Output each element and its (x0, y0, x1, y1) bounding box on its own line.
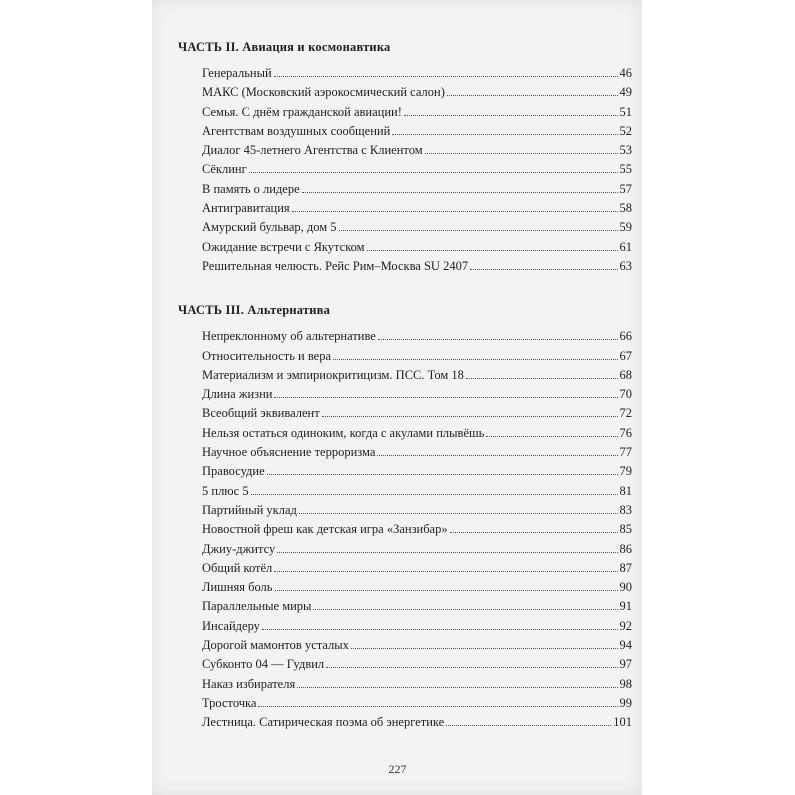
section-heading: ЧАСТЬ III. Альтернатива (178, 303, 331, 318)
toc-entry-page: 59 (619, 220, 632, 235)
toc-entry-title: Параллельные миры (202, 599, 312, 614)
toc-entry-title: Ожидание встречи с Якутском (202, 239, 365, 254)
toc-entry[interactable] (178, 238, 638, 257)
toc-entry[interactable] (178, 160, 638, 179)
toc-entry[interactable] (178, 404, 638, 423)
toc-entry-page: 70 (619, 387, 632, 402)
toc-entry-page: 68 (619, 367, 632, 382)
toc-entry-title: Диалог 45-летнего Агентства с Клиентом (202, 143, 423, 158)
toc-entry-page: 92 (619, 618, 632, 633)
toc-entry-page: 72 (619, 406, 632, 421)
toc-entry[interactable] (178, 122, 638, 141)
toc-entry-title: Тросточка (202, 695, 257, 710)
toc-entry[interactable] (178, 462, 638, 481)
dot-leader (326, 667, 617, 668)
toc-entry-title: Инсайдеру (202, 618, 260, 633)
toc-entry-title: Генеральный (202, 66, 272, 80)
toc-entry[interactable] (178, 713, 638, 732)
toc-entry-title: МАКС (Московский аэрокосмический салон) (202, 85, 445, 100)
toc-entry[interactable] (178, 559, 638, 578)
toc-section-part-3 (178, 300, 638, 732)
toc-entry-title: Сёклинг (202, 162, 247, 177)
toc-entry-title: Длина жизни (202, 387, 273, 402)
toc-entry[interactable] (178, 655, 638, 674)
toc-entry[interactable] (178, 694, 638, 713)
dot-leader (267, 474, 618, 475)
toc-entry-title: Нельзя остаться одиноким, когда с акулами плывёшь (202, 425, 485, 440)
toc-entry-title: 5 плюс 5 (202, 483, 249, 498)
dot-leader (378, 339, 618, 340)
toc-entry-page: 97 (619, 657, 632, 672)
toc-entry-title: Материализм и эмпириокритицизм. ПСС. Том 18 (202, 367, 464, 382)
toc-entry-title: Лишняя боль (202, 580, 273, 595)
toc-entry-title: Правосудие (202, 464, 265, 479)
page-number: 227 (388, 762, 407, 776)
toc-entry-title: Семья. С днём гражданской авиации! (202, 104, 402, 119)
dot-leader (302, 192, 618, 193)
toc-entry-page: 57 (619, 181, 632, 196)
toc-entry[interactable] (178, 218, 638, 237)
toc-entry-title: Антигравитация (202, 201, 290, 216)
toc-entry-page: 46 (619, 66, 632, 80)
toc-entry-page: 86 (619, 541, 632, 556)
toc-entry[interactable] (178, 257, 638, 276)
dot-leader (470, 269, 617, 270)
toc-entry-page: 49 (619, 85, 632, 100)
toc-entry-list (178, 64, 638, 276)
toc-entry-title: Агентствам воздушных сообщений (202, 123, 391, 138)
toc-entry-page: 99 (619, 695, 632, 710)
toc-entry[interactable] (178, 501, 638, 520)
toc-entry-title: Субконто 04 — Гудвил (202, 657, 325, 672)
toc-entry[interactable] (178, 540, 638, 559)
dot-leader (251, 494, 618, 495)
toc-entry-title: Партийный уклад (202, 502, 297, 517)
dot-leader (262, 629, 618, 630)
toc-entry-title: Наказ избирателя (202, 676, 296, 691)
toc-entry-page: 94 (619, 638, 632, 653)
toc-entry[interactable] (178, 64, 638, 83)
toc-entry[interactable] (178, 141, 638, 160)
section-spacer (178, 276, 638, 300)
dot-leader (274, 397, 617, 398)
toc-entry-page: 101 (613, 715, 632, 730)
toc-entry[interactable] (178, 180, 638, 199)
toc-entry[interactable] (178, 366, 638, 385)
toc-entry-page: 76 (619, 425, 632, 440)
toc-entry-page: 91 (619, 599, 632, 614)
toc-entry[interactable] (178, 385, 638, 404)
toc-entry-title: Новостной фреш как детская игра «Занзибар» (202, 522, 448, 537)
dot-leader (258, 706, 617, 707)
toc-entry-page: 61 (619, 239, 632, 254)
toc-entry-title: Непреклонному об альтернативе (202, 329, 376, 344)
toc-entry-page: 67 (619, 348, 632, 363)
dot-leader (404, 115, 618, 116)
toc-entry[interactable] (178, 636, 638, 655)
toc-entry-page: 53 (619, 143, 632, 158)
toc-entry[interactable] (178, 520, 638, 539)
toc-entry[interactable] (178, 617, 638, 636)
dot-leader (367, 250, 618, 251)
toc-entry[interactable] (178, 424, 638, 443)
toc-entry[interactable] (178, 597, 638, 616)
toc-entry-title: Джиу-джитсу (202, 541, 276, 556)
dot-leader (322, 416, 618, 417)
toc-entry-title: Научное объяснение терроризма (202, 445, 376, 460)
toc-entry[interactable] (178, 347, 638, 366)
dot-leader (447, 95, 618, 96)
toc-entry-list (178, 327, 638, 732)
dot-leader (425, 153, 618, 154)
toc-entry-page: 98 (619, 676, 632, 691)
dot-leader (274, 76, 618, 77)
toc-entry-title: Общий котёл (202, 560, 273, 575)
toc-entry-title: Лестница. Сатирическая поэма об энергетике (202, 715, 445, 730)
toc-entry-page: 90 (619, 580, 632, 595)
toc-entry-title: В память о лидере (202, 181, 300, 196)
dot-leader (339, 230, 618, 231)
toc-entry-page: 85 (619, 522, 632, 537)
toc-entry[interactable] (178, 327, 638, 346)
dot-leader (377, 455, 617, 456)
dot-leader (277, 552, 617, 553)
dot-leader (275, 590, 618, 591)
toc-entry[interactable] (178, 83, 638, 102)
toc-entry[interactable] (178, 578, 638, 597)
dot-leader (450, 532, 618, 533)
toc-section-part-2 (178, 37, 638, 276)
toc-entry-title: Решительная челюсть. Рейс Рим–Москва SU 2407 (202, 258, 469, 273)
dot-leader (466, 378, 618, 379)
dot-leader (299, 513, 618, 514)
table-of-contents (178, 37, 638, 733)
toc-entry-page: 83 (619, 502, 632, 517)
toc-entry-page: 58 (619, 201, 632, 216)
toc-entry-page: 79 (619, 464, 632, 479)
toc-entry[interactable] (178, 675, 638, 694)
toc-entry-page: 63 (619, 258, 632, 273)
toc-entry-page: 52 (619, 123, 632, 138)
dot-leader (333, 359, 617, 360)
dot-leader (313, 609, 617, 610)
toc-entry-title: Относительность и вера (202, 348, 332, 363)
dot-leader (486, 436, 617, 437)
toc-entry-page: 66 (619, 329, 632, 344)
toc-entry-title: Дорогой мамонтов усталых (202, 638, 349, 653)
toc-entry-page: 81 (619, 483, 632, 498)
toc-entry[interactable] (178, 482, 638, 501)
dot-leader (249, 172, 618, 173)
toc-entry-title: Амурский бульвар, дом 5 (202, 220, 337, 235)
dot-leader (292, 211, 618, 212)
toc-entry-page: 87 (619, 560, 632, 575)
toc-entry[interactable] (178, 443, 638, 462)
toc-entry-page: 55 (619, 162, 632, 177)
toc-entry-page: 77 (619, 445, 632, 460)
dot-leader (446, 725, 611, 726)
dot-leader (392, 134, 617, 135)
toc-entry[interactable] (178, 103, 638, 122)
toc-entry-page: 51 (619, 104, 632, 119)
toc-entry[interactable] (178, 199, 638, 218)
dot-leader (351, 648, 618, 649)
section-heading: ЧАСТЬ II. Авиация и космонавтика (178, 40, 391, 54)
dot-leader (297, 687, 617, 688)
toc-entry-title: Всеобщий эквивалент (202, 406, 320, 421)
dot-leader (274, 571, 617, 572)
